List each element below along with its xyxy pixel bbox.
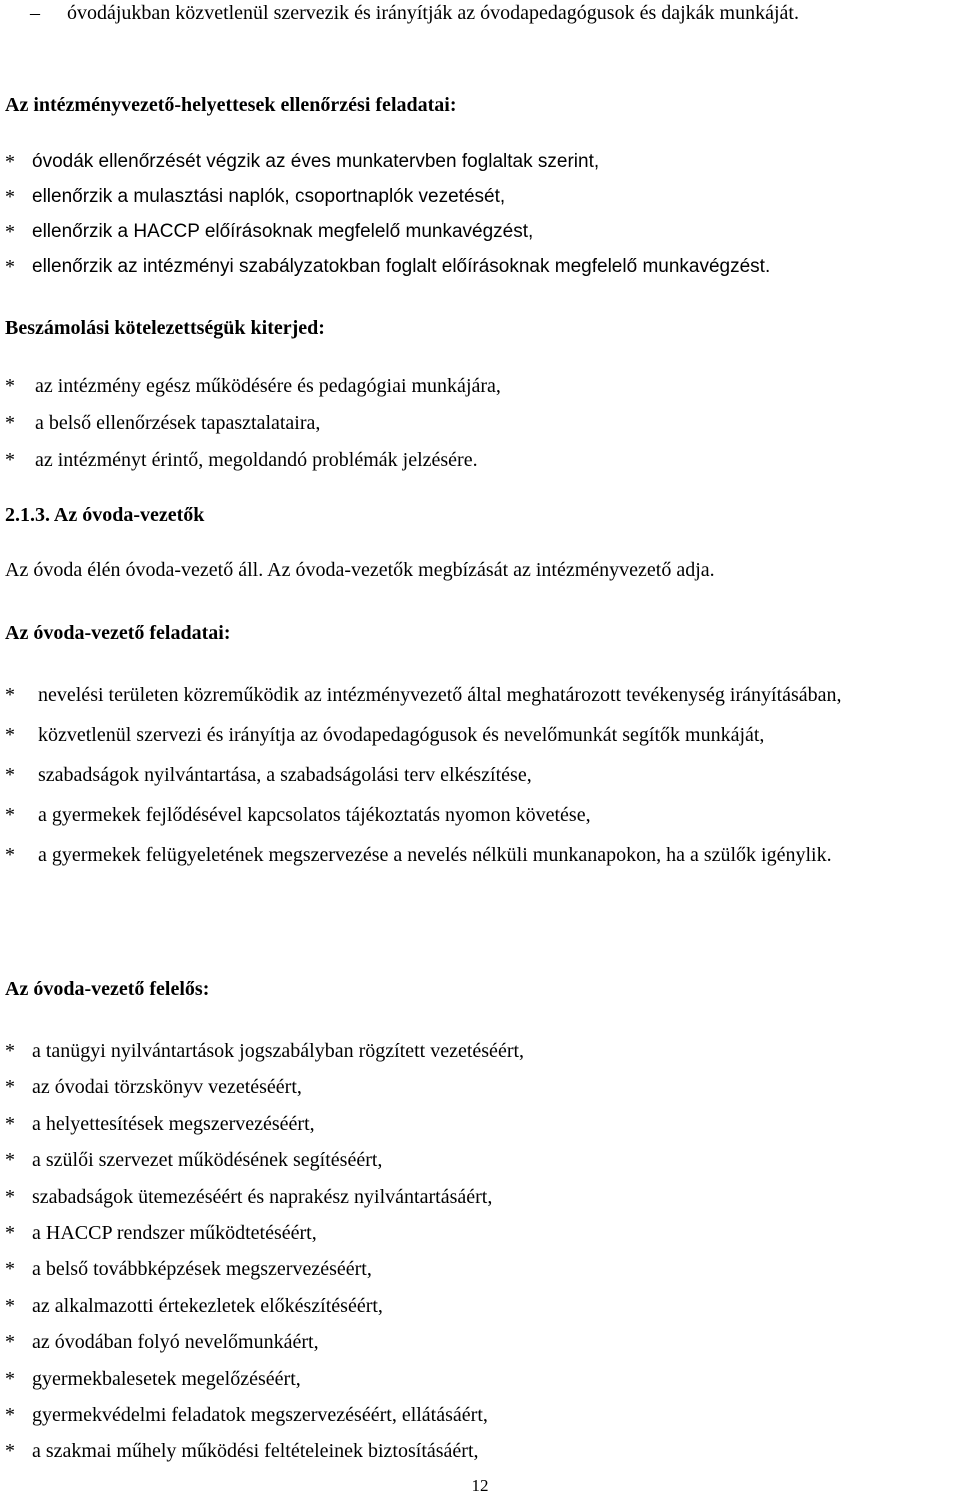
bullet-marker: * [5, 449, 15, 471]
bullet-marker: * [5, 844, 15, 866]
list-item: * az alkalmazotti értekezletek előkészítéséért, [5, 1294, 383, 1317]
list-item: * szabadságok nyilvántartása, a szabadságolási terv elkészítése, [5, 764, 532, 786]
reporting-list [5, 373, 955, 484]
bullet-marker: * [5, 1294, 15, 1317]
list-item: * gyermekbalesetek megelőzéséért, [5, 1367, 301, 1390]
bullet-marker: * [5, 804, 15, 826]
list-item: * a gyermekek felügyeletének megszervezése a nevelés nélküli munkanapokon, ha a szülők igénylik. [5, 844, 832, 866]
deputies-task-list [5, 149, 955, 289]
bullet-marker: * [5, 1258, 15, 1281]
leader-tasks-list [5, 682, 955, 882]
reporting-heading: Beszámolási kötelezettségük kiterjed: [5, 317, 325, 339]
dash-marker: – [30, 2, 40, 24]
list-item: * a helyettesítések megszervezéséért, [5, 1112, 315, 1135]
bullet-marker: * [5, 375, 15, 397]
list-item: * szabadságok ütemezéséért és naprakész nyilvántartásáért, [5, 1185, 493, 1208]
bullet-marker: * [5, 1331, 15, 1354]
list-item: * a szakmai műhely működési feltételeinek biztosításáért, [5, 1440, 479, 1463]
list-item: * a HACCP rendszer működtetéséért, [5, 1221, 317, 1244]
list-item: * ellenőrzik az intézményi szabályzatokban foglalt előírásoknak megfelelő munkavégzést. [5, 256, 771, 278]
bullet-marker: * [5, 1076, 15, 1099]
list-item: * az intézmény egész működésére és pedagógiai munkájára, [5, 375, 501, 397]
list-item: * óvodák ellenőrzését végzik az éves munkatervben foglaltak szerint, [5, 151, 600, 173]
bullet-marker: * [5, 1403, 15, 1426]
bullet-marker: * [5, 724, 15, 746]
list-item: * a tanügyi nyilvántartások jogszabályban rögzített vezetéséért, [5, 1040, 525, 1062]
bullet-marker: * [5, 1221, 15, 1244]
list-item: * ellenőrzik a HACCP előírásoknak megfelelő munkavégzést, [5, 221, 534, 243]
deputies-heading: Az intézményvezető-helyettesek ellenőrzési feladatai: [5, 94, 457, 116]
bullet-marker: * [5, 1149, 15, 1172]
bullet-marker: * [5, 1440, 15, 1463]
list-item: * a gyermekek fejlődésével kapcsolatos tájékoztatás nyomon követése, [5, 804, 591, 826]
list-item: * ellenőrzik a mulasztási naplók, csoportnaplók vezetését, [5, 186, 506, 208]
bullet-marker: * [5, 1040, 15, 1062]
bullet-marker: * [5, 1367, 15, 1390]
intro-list-item [30, 0, 955, 26]
list-item: * a belső ellenőrzések tapasztalataira, [5, 412, 321, 434]
list-item: * nevelési területen közreműködik az intézményvezető által meghatározott tevékenység irányításában, [5, 684, 842, 706]
bullet-marker: * [5, 151, 15, 173]
bullet-marker: * [5, 186, 15, 208]
leader-responsibility-list [5, 1038, 955, 1475]
section-heading-2-1-3: 2.1.3. Az óvoda-vezetők [5, 504, 205, 526]
bullet-marker: * [5, 764, 15, 786]
list-item: * a szülői szervezet működésének segítéséért, [5, 1149, 383, 1172]
page-number: 12 [471, 1476, 489, 1495]
intro-item-text: óvodájukban közvetlenül szervezik és irányítják az óvodapedagógusok és dajkák munkáját. [67, 2, 799, 24]
list-item: * az óvodai törzskönyv vezetéséért, [5, 1076, 302, 1099]
bullet-marker: * [5, 1112, 15, 1135]
bullet-marker: * [5, 221, 15, 243]
leaders-paragraph: Az óvoda élén óvoda-vezető áll. Az óvoda-vezetők megbízását az intézményvezető adja. [5, 559, 715, 581]
bullet-marker: * [5, 256, 15, 278]
list-item: * az óvodában folyó nevelőmunkáért, [5, 1331, 319, 1354]
leader-responsibility-heading: Az óvoda-vezető felelős: [5, 978, 210, 1000]
bullet-marker: * [5, 412, 15, 434]
list-item: * a belső továbbképzések megszervezéséért, [5, 1258, 372, 1281]
leader-tasks-heading: Az óvoda-vezető feladatai: [5, 622, 231, 644]
bullet-marker: * [5, 1185, 15, 1208]
list-item: * gyermekvédelmi feladatok megszervezéséért, ellátásáért, [5, 1403, 488, 1426]
list-item: * az intézményt érintő, megoldandó problémák jelzésére. [5, 449, 478, 471]
bullet-marker: * [5, 684, 15, 706]
list-item: * közvetlenül szervezi és irányítja az óvodapedagógusok és nevelőmunkát segítők munkáját, [5, 724, 765, 746]
